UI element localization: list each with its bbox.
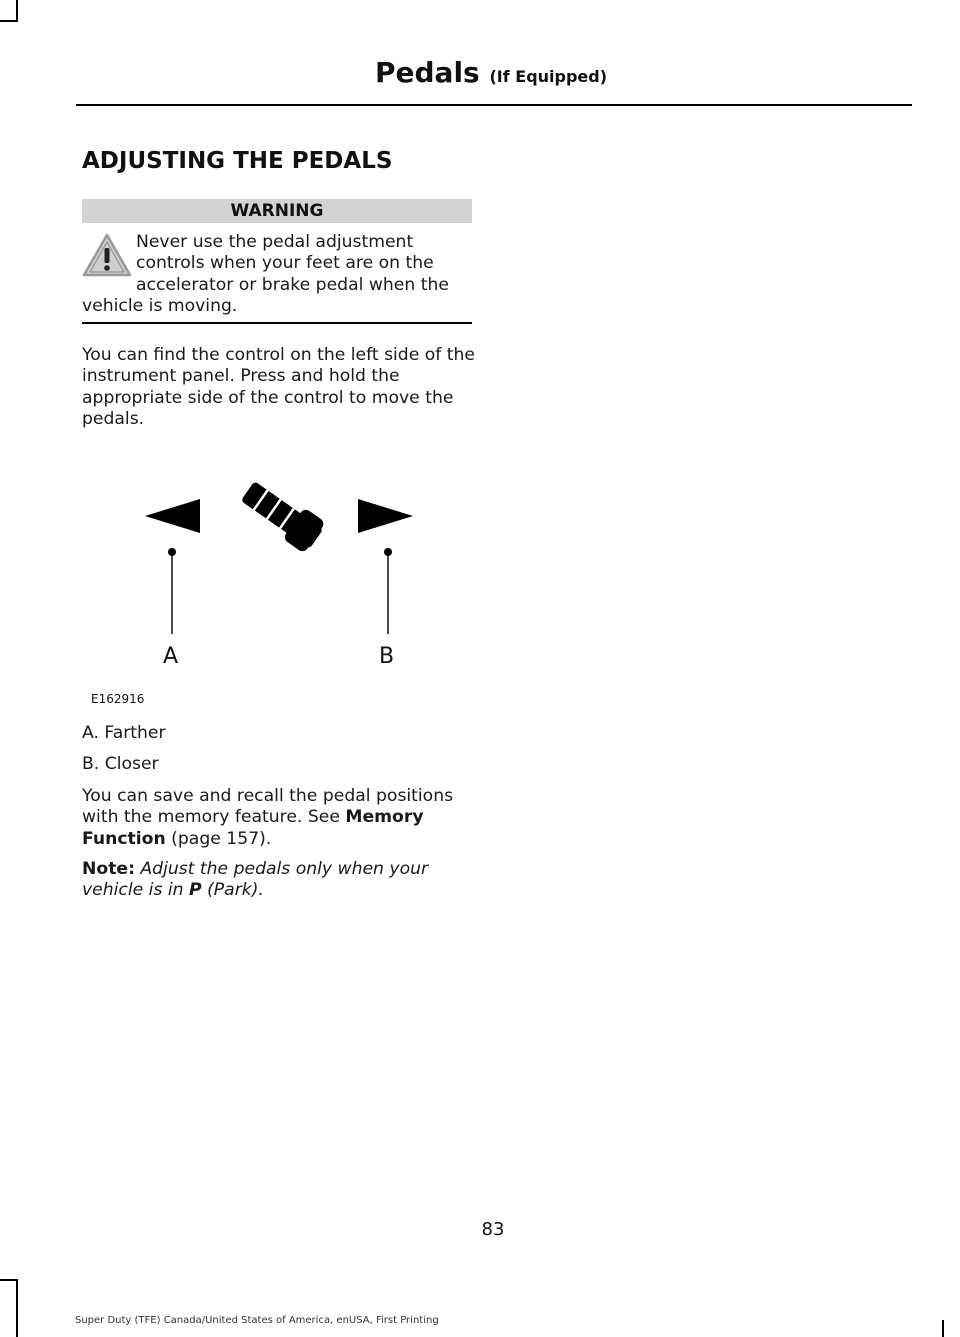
- crop-mark: [16, 1279, 18, 1337]
- warning-text: Never use the pedal adjustment controls when your feet are on the accelerator or brake pedal when the vehicle is moving.: [82, 232, 449, 317]
- header-subtitle: (If Equipped): [489, 67, 608, 86]
- note-paragraph: [82, 859, 476, 902]
- note-text-1: Adjust the pedals only when your vehicle is in: [82, 859, 429, 901]
- warning-text-block: [82, 232, 476, 318]
- page-header: [375, 56, 635, 89]
- warning-rule: [82, 322, 472, 324]
- warning-label: WARNING: [82, 199, 472, 223]
- callout-a-label: A: [163, 644, 179, 669]
- pedal-icon: [237, 475, 328, 554]
- crop-mark: [0, 20, 18, 22]
- legend-b: B. Closer: [82, 754, 159, 774]
- footer-text: Super Duty (TFE) Canada/United States of America, enUSA, First Printing: [75, 1315, 439, 1326]
- memory-text: You can save and recall the pedal positions with the memory feature. See: [82, 786, 454, 828]
- note-label: Note:: [82, 859, 135, 879]
- note-text-2: (Park).: [201, 880, 264, 901]
- crop-mark: [16, 0, 18, 22]
- arrow-left-icon: [145, 499, 200, 533]
- pedal-control-figure: [82, 470, 472, 710]
- page-number: 83: [481, 1219, 505, 1240]
- callout-b-label: B: [379, 644, 395, 669]
- arrow-right-icon: [358, 499, 413, 533]
- header-rule: [76, 104, 912, 106]
- warning-triangle-icon: [82, 232, 132, 278]
- note-gear: P: [189, 880, 202, 901]
- header-title: Pedals: [375, 56, 480, 89]
- memory-paragraph: [82, 786, 476, 850]
- legend-a: A. Farther: [82, 723, 166, 743]
- figure-code: E162916: [91, 692, 145, 706]
- intro-paragraph: You can find the control on the left side of the instrument panel. Press and hold the appropriate side of the control to move the pedals.: [82, 345, 475, 430]
- memory-function-link[interactable]: Memory Function: [82, 807, 424, 849]
- crop-mark: [942, 1320, 944, 1337]
- section-title: ADJUSTING THE PEDALS: [82, 148, 393, 174]
- memory-page-ref: (page 157).: [165, 828, 272, 849]
